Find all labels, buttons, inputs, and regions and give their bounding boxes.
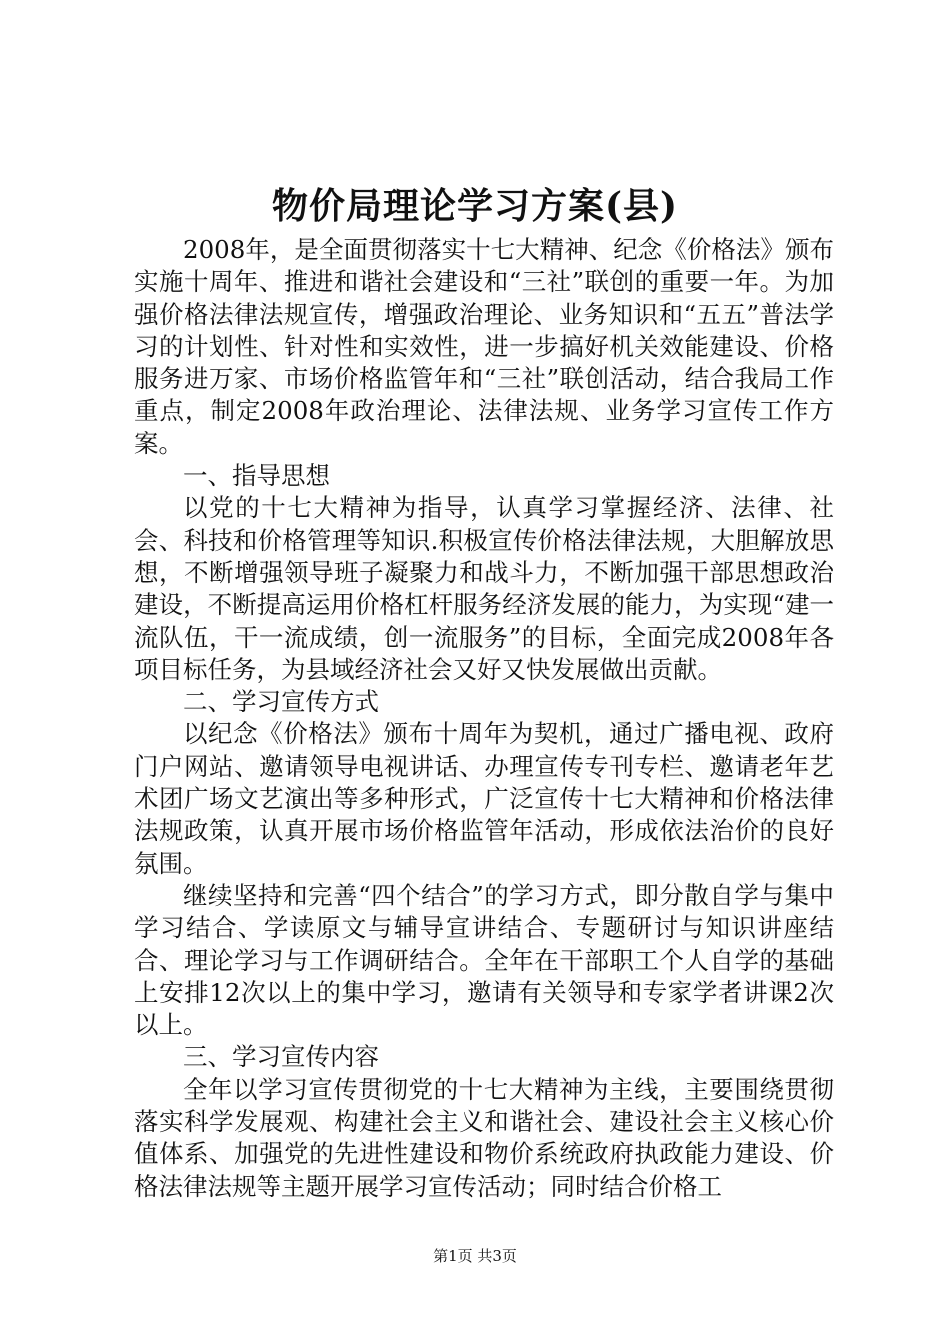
section-heading-study-methods: 二、学习宣传方式	[183, 687, 379, 717]
paragraph-study-methods-1: 以纪念《价格法》颁布十周年为契机，通过广播电视、政府门户网站、邀请领导电视讲话、办理宣传专刊专栏、邀请老年艺术团广场文艺演出等多种形式，广泛宣传十七大精神和价格法律法规政策，认真开展市场价格监管年活动，形成依法治价的良好氛围。	[134, 719, 834, 878]
document-title: 物价局理论学习方案(县)	[271, 185, 679, 227]
document-body	[134, 234, 834, 1203]
paragraph-intro: 2008年，是全面贯彻落实十七大精神、纪念《价格法》颁布实施十周年、推进和谐社会建设和“三社”联创的重要一年。为加强价格法律法规宣传，增强政治理论、业务知识和“五五”普法学习的计划性、针对性和实效性，进一步搞好机关效能建设、价格服务进万家、市场价格监管年和“三社”联创活动，结合我局工作重点，制定2008年政治理论、法律法规、业务学习宣传工作方案。	[134, 235, 834, 458]
section-heading-study-content: 三、学习宣传内容	[183, 1042, 379, 1072]
paragraph-study-methods-2: 继续坚持和完善“四个结合”的学习方式，即分散自学与集中学习结合、学读原文与辅导宣讲结合、专题研讨与知识讲座结合、理论学习与工作调研结合。全年在干部职工个人自学的基础上安排12次以上的集中学习，邀请有关领导和专家学者讲课2次以上。	[134, 880, 834, 1040]
paragraph-guiding-thought: 以党的十七大精神为指导，认真学习掌握经济、法律、社会、科技和价格管理等知识.积极宣传价格法律法规，大胆解放思想，不断增强领导班子凝聚力和战斗力，不断加强干部思想政治建设，不断提高运用价格杠杆服务经济发展的能力，为实现“建一流队伍，干一流成绩，创一流服务”的目标，全面完成2008年各项目标任务，为县域经济社会又好又快发展做出贡献。	[134, 493, 834, 684]
section-heading-guiding-thought: 一、指导思想	[183, 461, 330, 491]
page-number-footer: 第1页 共3页	[433, 1247, 517, 1265]
paragraph-study-content: 全年以学习宣传贯彻党的十七大精神为主线，主要围绕贯彻落实科学发展观、构建社会主义和谐社会、建设社会主义核心价值体系、加强党的先进性建设和物价系统政府执政能力建设、价格法律法规等主题开展学习宣传活动；同时结合价格工	[134, 1074, 834, 1201]
